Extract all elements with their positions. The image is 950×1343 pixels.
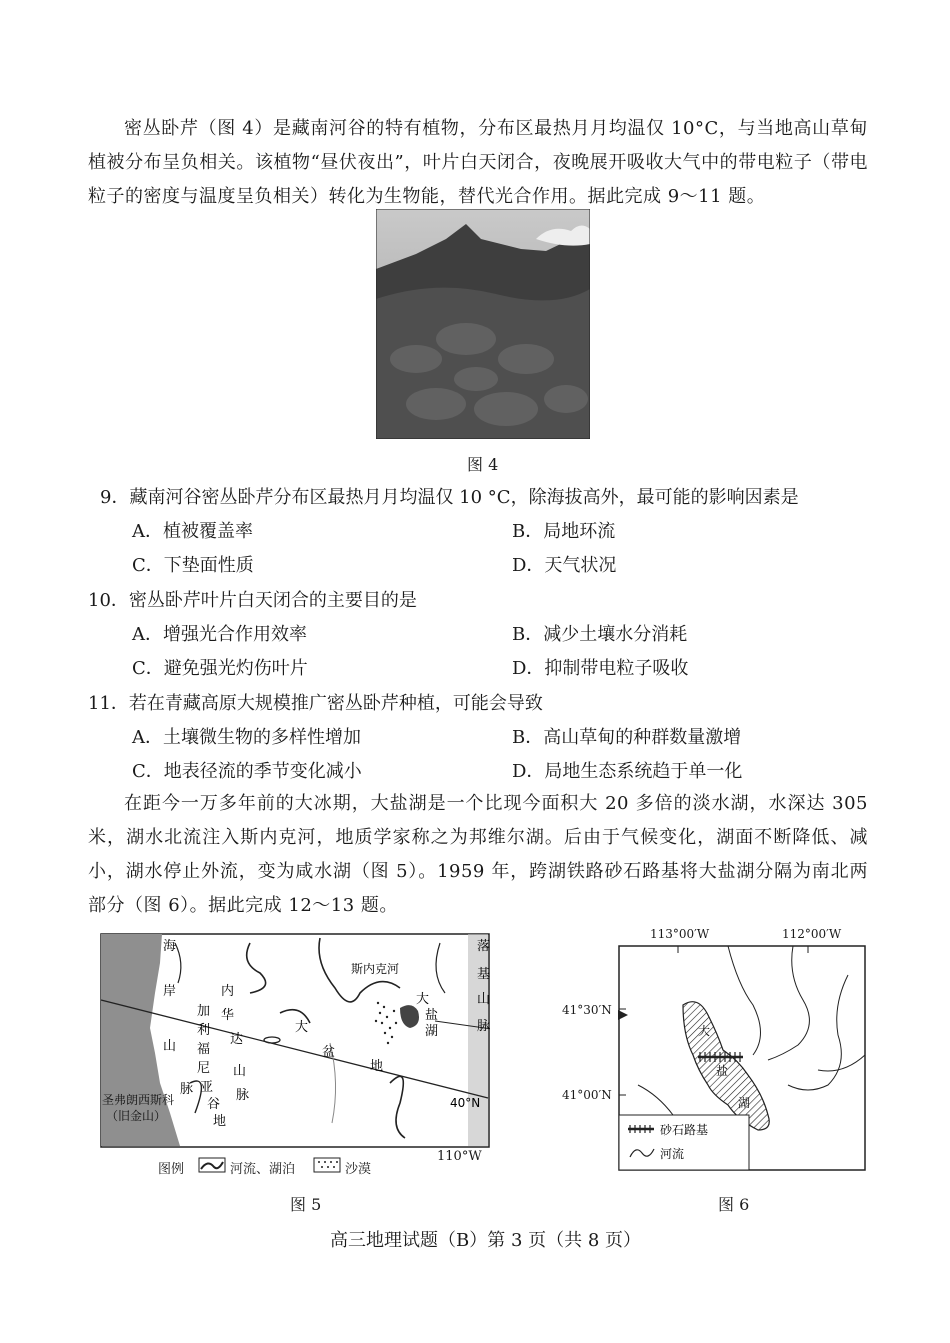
question-11-stem: 11．若在青藏高原大规模推广密丛卧芹种植，可能会导致 — [88, 693, 543, 714]
question-11-option-b: B．高山草甸的种群数量激增 — [512, 727, 742, 748]
label-112w: 112°00′W — [782, 927, 842, 941]
question-10-stem: 10．密丛卧芹叶片白天闭合的主要目的是 — [88, 590, 417, 611]
label-li: 利 — [197, 1023, 211, 1038]
question-10-option-c: C．避免强光灼伤叶片 — [132, 658, 308, 679]
label-shan: 山 — [163, 1039, 177, 1054]
label-basin-di: 地 — [370, 1059, 384, 1074]
figure-6-caption: 图 6 — [718, 1195, 750, 1214]
label-da: 达 — [230, 1032, 244, 1047]
label-hua: 华 — [221, 1008, 235, 1023]
label-113w: 113°00′W — [650, 927, 710, 941]
label-110w: 110°W — [437, 1149, 482, 1164]
label-nei: 内 — [221, 984, 235, 999]
arrowhead-icon — [618, 1010, 630, 1020]
question-10-option-a: A．增强光合作用效率 — [132, 624, 307, 645]
label-ji: 基 — [477, 967, 490, 982]
intro-paragraph-1: 密丛卧芹（图 4）是藏南河谷的特有植物，分布区最热月月均温仅 10°C，与当地高山草甸植被分布呈负相关。该植物“昼伏夜出”，叶片白天闭合，夜晚展开吸收大气中的带电粒子（带电粒子的密度与温度呈负相关）转化为生物能，替代光合作用。据此完成 9～11 题。 — [88, 118, 868, 207]
figure-6-map — [618, 945, 866, 1171]
question-9-option-b: B．局地环流 — [512, 521, 616, 542]
desert-legend-icon — [313, 1157, 341, 1173]
legend-title: 图例 — [158, 1162, 185, 1177]
label-41-30n: 41°30′N — [562, 1003, 612, 1017]
label-di: 地 — [213, 1114, 227, 1129]
label-san-francisco: 圣弗朗西斯科 — [102, 1093, 175, 1107]
label-ni: 尼 — [197, 1061, 211, 1076]
label-ya: 亚 — [200, 1080, 214, 1095]
legend-roadbed: 砂石路基 — [660, 1123, 709, 1137]
label-lake-hu: 湖 — [425, 1024, 439, 1039]
figure-4-photo — [376, 209, 590, 439]
label-basin-da: 大 — [295, 1020, 309, 1035]
question-11-option-d: D．局地生态系统趋于单一化 — [512, 761, 743, 782]
label-gu: 谷 — [207, 1097, 221, 1112]
question-11-option-a: A．土壤微生物的多样性增加 — [132, 727, 361, 748]
page-footer: 高三地理试题（B）第 3 页（共 8 页） — [330, 1230, 642, 1251]
label-lake-yan: 盐 — [425, 1008, 439, 1023]
label-41-00n: 41°00′N — [562, 1088, 612, 1102]
label-lake-yan: 盐 — [716, 1064, 729, 1078]
label-lake-da: 大 — [416, 992, 430, 1007]
label-mai: 脉 — [180, 1082, 194, 1097]
label-basin-pen: 盆 — [322, 1045, 336, 1060]
label-luo: 落 — [477, 939, 490, 954]
figure-4-caption: 图 4 — [467, 455, 499, 474]
label-hai: 海 — [163, 939, 177, 954]
question-9-option-d: D．天气状况 — [512, 555, 617, 576]
label-shan-2: 山 — [233, 1064, 247, 1079]
question-9-stem: 9．藏南河谷密丛卧芹分布区最热月月均温仅 10 °C，除海拔高外，最可能的影响因素是 — [100, 487, 799, 508]
label-an: 岸 — [163, 984, 177, 999]
question-10-option-b: B．减少土壤水分消耗 — [512, 624, 688, 645]
label-mai-2: 脉 — [236, 1088, 250, 1103]
figure-5-caption: 图 5 — [290, 1195, 322, 1214]
legend-river-lake: 河流、湖泊 — [230, 1162, 296, 1177]
question-9-option-c: C．下垫面性质 — [132, 555, 254, 576]
label-mai-3: 脉 — [477, 1019, 490, 1034]
question-11-option-c: C．地表径流的季节变化减小 — [132, 761, 362, 782]
intro-paragraph-2: 在距今一万多年前的大冰期，大盐湖是一个比现今面积大 20 多倍的淡水湖，水深达 305 米，湖水北流注入斯内克河，地质学家称之为邦维尔湖。后由于气候变化，湖面不断降低、减小，湖水停止外流，变为咸水湖（图 5）。1959 年，跨湖铁路砂石路基将大盐湖分隔为南北两部分（图 6）。据此完成 12～13 题。 — [88, 793, 868, 916]
label-lake-da: 大 — [698, 1024, 711, 1038]
figure-5-map — [100, 933, 490, 1148]
label-shan-3: 山 — [477, 992, 490, 1007]
label-lake-hu: 湖 — [738, 1096, 751, 1110]
question-10-option-d: D．抑制带电粒子吸收 — [512, 658, 689, 679]
label-snake-river: 斯内克河 — [351, 962, 400, 976]
legend-desert: 沙漠 — [345, 1162, 372, 1177]
legend-river: 河流 — [660, 1147, 685, 1161]
label-old-gold-mountain: （旧金山） — [106, 1109, 167, 1123]
label-jia: 加 — [197, 1004, 211, 1019]
river-lake-legend-icon — [198, 1157, 226, 1173]
label-40n: 40°N — [450, 1096, 481, 1110]
label-fu: 福 — [197, 1042, 211, 1057]
question-9-option-a: A．植被覆盖率 — [132, 521, 253, 542]
